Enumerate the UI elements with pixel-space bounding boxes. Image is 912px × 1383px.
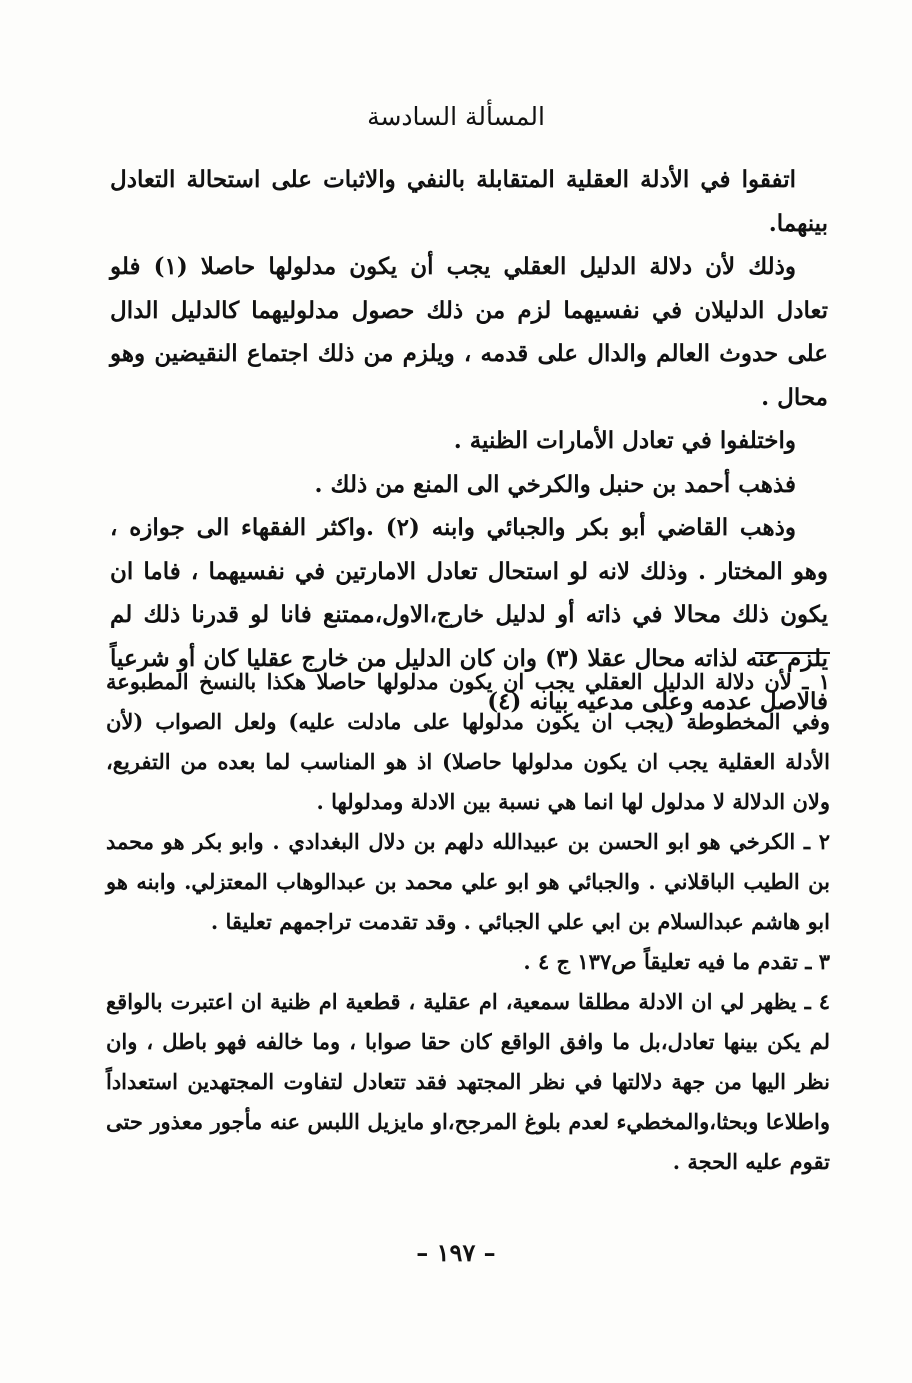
paragraph-3: واختلفوا في تعادل الأمارات الظنية . xyxy=(453,427,796,454)
footnote-4: ٤ ـ يظهر لي ان الادلة مطلقا سمعية، ام عقلية ، قطعية ام ظنية ان اعتبرت بالواقع لم يكن بينها تعادل،بل ما وافق الواقع كان حقا صوابا ، وما خالفه فهو باطل ، وان نظر اليها من جهة دلالتها في نظر المجتهد فقد تتعادل لتفاوت المجتهدين استعداداً واطلاعا وبحثا،والمخطيء لعدم بلوغ المرجح،او مايزيل اللبس عنه مأجور معذور حتى تقوم عليه الحجة . xyxy=(106,989,830,1174)
footnote-1: ١ ـ لأن دلالة الدليل العقلي يجب ان يكون مدلولها حاصلا هكذا بالنسخ المطبوعة وفي المخطوطة (يجب ان يكون مدلولها على مادلت عليه) ولعل الصواب (لأن الأدلة العقلية يجب ان يكون مدلولها حاصلا) اذ هو المناسب لما بعده من التفريع، ولان الدلالة لا مدلول لها انما هي نسبة بين الادلة ومدلولها . xyxy=(106,669,830,814)
paragraph-5: وذهب القاضي أبو بكر والجبائي وابنه (٢) .واكثر الفقهاء الى جوازه ، وهو المختار . وذلك لانه لو استحال تعادل الامارتين في نفسيهما ، فاما ان يكون ذلك محالا في ذاته أو لدليل خارج،الاول،ممتنع فانا لو قدرنا ذلك لم يلزم عنه لذاته محال عقلا (٣) وان كان الدليل من خارج عقليا كان أو شرعياً فالاصل عدمه وعلى مدعيه بيانه (٤) xyxy=(110,514,829,715)
footnote-divider xyxy=(755,652,830,654)
paragraph-4: فذهب أحمد بن حنبل والكرخي الى المنع من ذلك . xyxy=(314,470,796,498)
footnotes xyxy=(106,662,830,1182)
main-text xyxy=(110,158,828,724)
paragraph-1: اتفقوا في الأدلة العقلية المتقابلة بالنفي والاثبات على استحالة التعادل بينهما. xyxy=(110,166,828,237)
paragraph-2: وذلك لأن دلالة الدليل العقلي يجب أن يكون مدلولها حاصلا (١) فلو تعادل الدليلان في نفسيهما لزم من ذلك حصول مدلوليهما كالدليل الدال على حدوث العالم والدال على قدمه ، ويلزم من ذلك اجتماع النقيضين وهو محال . xyxy=(110,253,828,411)
section-heading: المسألة السادسة xyxy=(367,102,545,131)
footnote-2: ٢ ـ الكرخي هو ابو الحسن بن عبيدالله دلهم بن دلال البغدادي . وابو بكر هو محمد بن الطيب الباقلاني . والجبائي هو ابو علي محمد بن عبدالوهاب المعتزلي. وابنه هو ابو هاشم عبدالسلام بن ابي علي الجبائي . وقد تقدمت تراجمهم تعليقا . xyxy=(106,829,830,934)
page-number: – ١٩٧ – xyxy=(416,1238,496,1267)
footnote-3: ٣ ـ تقدم ما فيه تعليقاً ص١٣٧ ج ٤ . xyxy=(523,949,830,974)
